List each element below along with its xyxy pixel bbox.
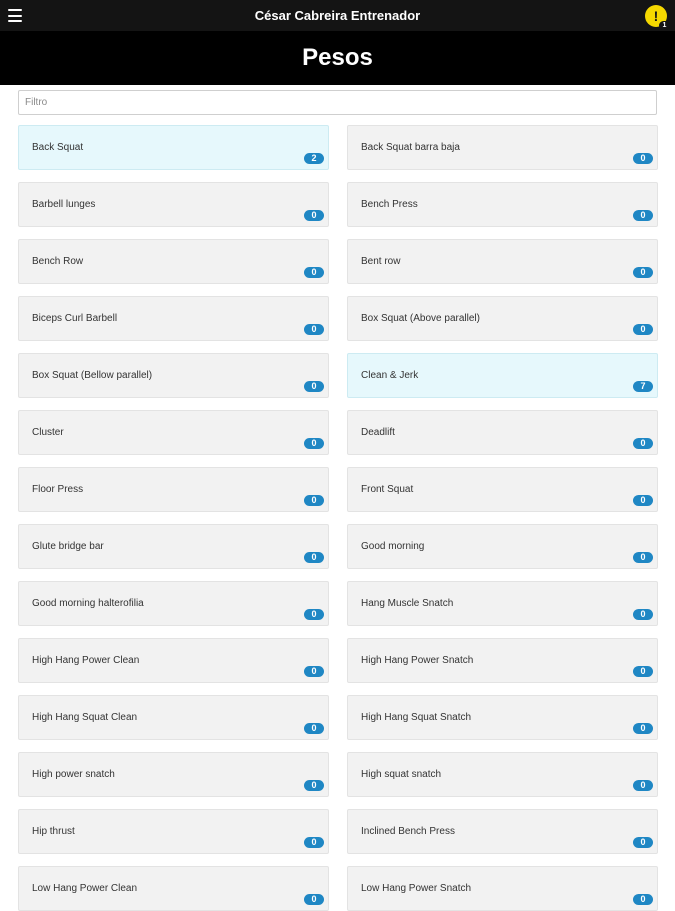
count-badge: 0 <box>304 267 324 278</box>
exercise-label: Clean & Jerk <box>361 370 419 381</box>
count-badge: 0 <box>304 837 324 848</box>
exercise-item[interactable] <box>18 581 329 626</box>
exercise-label: Hang Muscle Snatch <box>361 598 454 609</box>
exercise-item[interactable] <box>347 125 658 170</box>
exercise-label: Floor Press <box>32 484 84 495</box>
exercise-item[interactable] <box>347 809 658 854</box>
exercise-label: Deadlift <box>361 427 395 438</box>
exercise-label: Back Squat barra baja <box>361 142 460 153</box>
exercise-label: Box Squat (Bellow parallel) <box>32 370 153 381</box>
exercise-label: High Hang Power Clean <box>32 655 140 666</box>
exercise-item[interactable] <box>18 638 329 683</box>
alert-icon[interactable] <box>645 5 667 27</box>
page-header <box>0 31 675 85</box>
exercise-item[interactable] <box>347 182 658 227</box>
count-badge: 0 <box>633 210 653 221</box>
exercise-item[interactable] <box>18 410 329 455</box>
page-title: Pesos <box>302 44 373 71</box>
exercise-label: Low Hang Power Snatch <box>361 883 472 894</box>
exercise-item[interactable] <box>18 524 329 569</box>
exercise-label: High Hang Squat Clean <box>32 712 138 723</box>
exercise-label: High Hang Squat Snatch <box>361 712 472 723</box>
alert-count-badge: 1 <box>659 21 670 30</box>
exercise-item[interactable] <box>18 866 329 911</box>
count-badge: 0 <box>633 267 653 278</box>
exercise-label: Biceps Curl Barbell <box>32 313 118 324</box>
count-badge: 0 <box>304 552 324 563</box>
app-title: César Cabreira Entrenador <box>254 8 421 23</box>
count-badge: 0 <box>304 210 324 221</box>
count-badge: 0 <box>633 723 653 734</box>
exercise-label: Bench Row <box>32 256 84 267</box>
exercise-label: Glute bridge bar <box>32 541 104 552</box>
exercise-label: Cluster <box>32 427 64 438</box>
menu-icon[interactable] <box>5 6 25 25</box>
filter-input[interactable] <box>18 90 657 115</box>
exercise-item[interactable] <box>18 467 329 512</box>
top-bar <box>0 0 675 31</box>
count-badge: 0 <box>304 381 324 392</box>
exercise-label: Good morning halterofilia <box>32 598 144 609</box>
count-badge: 0 <box>633 780 653 791</box>
exercise-item[interactable] <box>18 809 329 854</box>
count-badge: 0 <box>633 495 653 506</box>
exercise-item[interactable] <box>347 524 658 569</box>
exercise-label: Barbell lunges <box>32 199 96 210</box>
exercise-item[interactable] <box>18 182 329 227</box>
exercise-label: Hip thrust <box>32 826 75 837</box>
exercise-item[interactable] <box>347 296 658 341</box>
count-badge: 0 <box>633 609 653 620</box>
count-badge: 0 <box>633 552 653 563</box>
count-badge: 0 <box>304 438 324 449</box>
exercise-grid <box>18 125 658 911</box>
exercise-label: High Hang Power Snatch <box>361 655 474 666</box>
exercise-item[interactable] <box>18 296 329 341</box>
count-badge: 0 <box>633 324 653 335</box>
exercise-item[interactable] <box>347 410 658 455</box>
count-badge: 2 <box>304 153 324 164</box>
count-badge: 0 <box>304 666 324 677</box>
menu-icon-line <box>8 20 22 22</box>
count-badge: 7 <box>633 381 653 392</box>
count-badge: 0 <box>304 723 324 734</box>
exercise-item[interactable] <box>347 239 658 284</box>
exercise-label: Inclined Bench Press <box>361 826 455 837</box>
exercise-item[interactable] <box>347 638 658 683</box>
exercise-label: Front Squat <box>361 484 414 495</box>
exercise-item[interactable] <box>18 125 329 170</box>
count-badge: 0 <box>633 438 653 449</box>
count-badge: 0 <box>633 153 653 164</box>
exercise-item[interactable] <box>347 467 658 512</box>
exercise-item[interactable] <box>347 752 658 797</box>
count-badge: 0 <box>304 894 324 905</box>
exercise-item[interactable] <box>18 353 329 398</box>
count-badge: 0 <box>304 495 324 506</box>
count-badge: 0 <box>304 609 324 620</box>
count-badge: 0 <box>304 324 324 335</box>
exercise-item[interactable] <box>18 695 329 740</box>
exercise-label: Box Squat (Above parallel) <box>361 313 480 324</box>
exercise-item[interactable] <box>347 581 658 626</box>
menu-icon-line <box>8 9 22 11</box>
exercise-item[interactable] <box>18 752 329 797</box>
count-badge: 0 <box>633 837 653 848</box>
count-badge: 0 <box>633 894 653 905</box>
exercise-item[interactable] <box>347 866 658 911</box>
count-badge: 0 <box>304 780 324 791</box>
exercise-label: Low Hang Power Clean <box>32 883 138 894</box>
exercise-label: Bench Press <box>361 199 418 210</box>
exercise-label: High power snatch <box>32 769 115 780</box>
exercise-item[interactable] <box>18 239 329 284</box>
menu-icon-line <box>8 15 22 17</box>
exercise-label: Back Squat <box>32 142 84 153</box>
exercise-item[interactable] <box>347 695 658 740</box>
exercise-item[interactable] <box>347 353 658 398</box>
alert-icon-glyph: ! <box>653 8 659 24</box>
count-badge: 0 <box>633 666 653 677</box>
exercise-label: High squat snatch <box>361 769 442 780</box>
exercise-label: Good morning <box>361 541 425 552</box>
exercise-label: Bent row <box>361 256 401 267</box>
